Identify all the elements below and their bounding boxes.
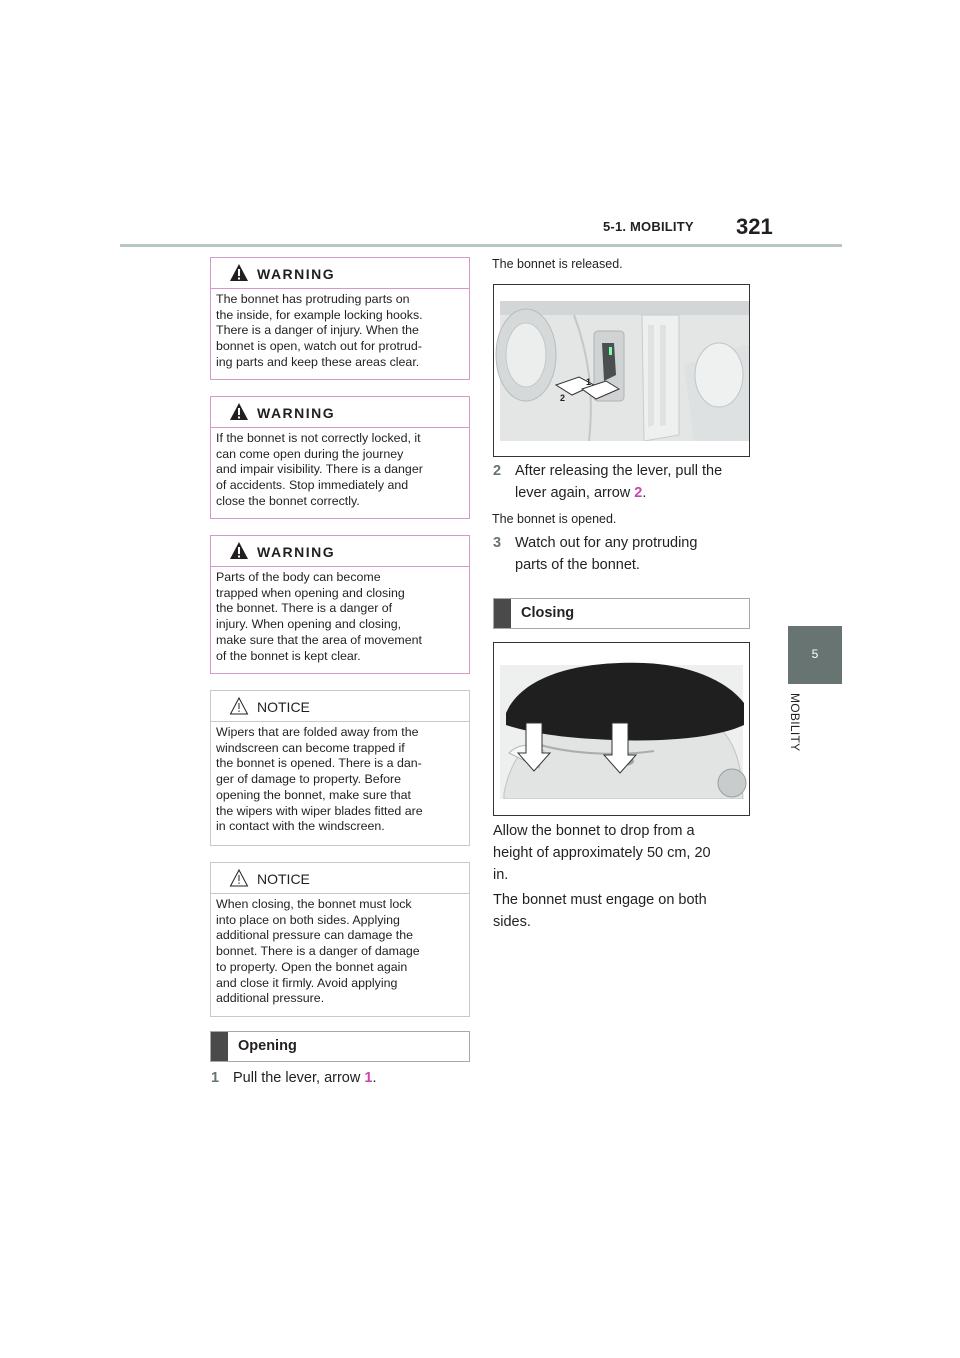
callout-1: 1 <box>586 377 592 387</box>
notice-header <box>211 863 469 894</box>
chapter-label <box>780 693 810 773</box>
opening-heading: Opening <box>210 1031 470 1062</box>
warning-triangle-icon <box>229 263 249 283</box>
warning-title: WARNING <box>257 544 336 560</box>
header-rule <box>120 244 842 247</box>
lever-illustration <box>494 285 749 456</box>
warning-box <box>210 535 470 674</box>
closing-paragraph-2: The bonnet must engage on both sides. <box>493 892 707 930</box>
warning-text: If the bonnet is not correctly locked, it can come open during the journey and impair visibility. There is a danger of accidents. Stop immediately and close the bonnet correctly. <box>216 431 423 508</box>
warning-header <box>211 258 469 289</box>
chapter-label-text: MOBILITY <box>788 693 802 752</box>
opened-text: The bonnet is opened. <box>492 512 617 526</box>
closing-heading: Closing <box>493 598 750 629</box>
heading-marker <box>494 599 511 628</box>
section-title: 5-1. MOBILITY <box>603 219 694 234</box>
closing-figure <box>493 642 750 816</box>
lever-figure <box>493 284 750 457</box>
step-3: 3 Watch out for any protruding parts of the bonnet. <box>493 535 698 573</box>
step-1: 1 Pull the lever, arrow 1. <box>211 1070 377 1086</box>
notice-title: NOTICE <box>257 699 310 715</box>
chapter-tab[interactable]: 5 <box>788 626 842 684</box>
caution-triangle-icon <box>229 868 249 888</box>
warning-title: WARNING <box>257 266 336 282</box>
warning-text: The bonnet has protruding parts on the inside, for example locking hooks. There is a danger of injury. When the bonnet is open, watch out for protrud- ing parts and keep these areas clear. <box>216 292 423 369</box>
notice-box <box>210 862 470 1017</box>
warning-text: Parts of the body can become trapped when opening and closing the bonnet. There is a danger of injury. When opening and closing, make sure that the area of movement of the bonnet is kept clear. <box>216 570 422 663</box>
warning-triangle-icon <box>229 402 249 422</box>
closing-paragraph-1: Allow the bonnet to drop from a height of approximately 50 cm, 20 in. <box>493 823 711 883</box>
step-2: 2 After releasing the lever, pull the lever again, arrow 2. <box>493 463 723 501</box>
warning-box <box>210 396 470 519</box>
warning-header <box>211 536 469 567</box>
notice-text: Wipers that are folded away from the windscreen can become trapped if the bonnet is opened. There is a dan- ger of damage to property. Before opening the bonnet, make sure that the wipers with wiper blades fitted are in contact with the windscreen. <box>216 725 423 834</box>
page-number: 321 <box>736 214 773 239</box>
warning-title: WARNING <box>257 405 336 421</box>
heading-marker <box>211 1032 228 1061</box>
notice-header <box>211 691 469 722</box>
warning-box <box>210 257 470 380</box>
notice-box <box>210 690 470 846</box>
notice-title: NOTICE <box>257 871 310 887</box>
caution-triangle-icon <box>229 696 249 716</box>
notice-text: When closing, the bonnet must lock into place on both sides. Applying additional pressure can damage the bonnet. There is a danger of damage to property. Open the bonnet again and close it firmly. Avoid applying additional pressure. <box>216 897 420 1006</box>
closing-illustration <box>494 643 749 815</box>
released-text: The bonnet is released. <box>492 257 623 271</box>
callout-2: 2 <box>560 393 566 403</box>
warning-header <box>211 397 469 428</box>
warning-triangle-icon <box>229 541 249 561</box>
